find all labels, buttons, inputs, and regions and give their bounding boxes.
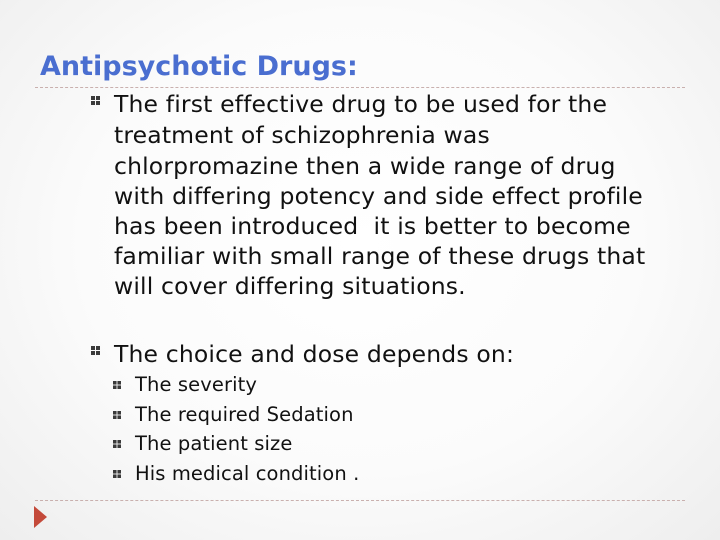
bullet-1-line-4: with differing potency and side effect profile [114, 182, 643, 210]
footer-divider [35, 500, 685, 501]
sub-bullet-severity: The severity [135, 373, 257, 396]
sub-bullet-icon [113, 440, 121, 448]
sub-bullet-icon [113, 470, 121, 478]
slide-title: Antipsychotic Drugs: [40, 51, 358, 82]
title-divider [35, 87, 685, 88]
sub-bullet-icon [113, 411, 121, 419]
bullet-icon [91, 96, 100, 105]
sub-bullet-sedation: The required Sedation [135, 403, 354, 426]
sub-bullet-medical-condition: His medical condition . [135, 462, 360, 485]
bullet-2-line-1: The choice and dose depends on: [114, 340, 515, 368]
bullet-1-line-5: has been introduced it is better to become [114, 212, 631, 240]
sub-bullet-icon [113, 381, 121, 389]
bullet-1-line-6: familiar with small range of these drugs that [114, 242, 646, 270]
bullet-1-line-1: The first effective drug to be used for the [114, 90, 608, 118]
bullet-icon [91, 346, 100, 355]
sub-bullet-patient-size: The patient size [135, 432, 293, 455]
play-arrow-icon[interactable] [34, 506, 47, 528]
bullet-1-line-7: will cover differing situations. [114, 272, 466, 300]
bullet-1-line-3: chlorpromazine then a wide range of drug [114, 152, 616, 180]
bullet-1-line-2: treatment of schizophrenia was [114, 121, 490, 149]
